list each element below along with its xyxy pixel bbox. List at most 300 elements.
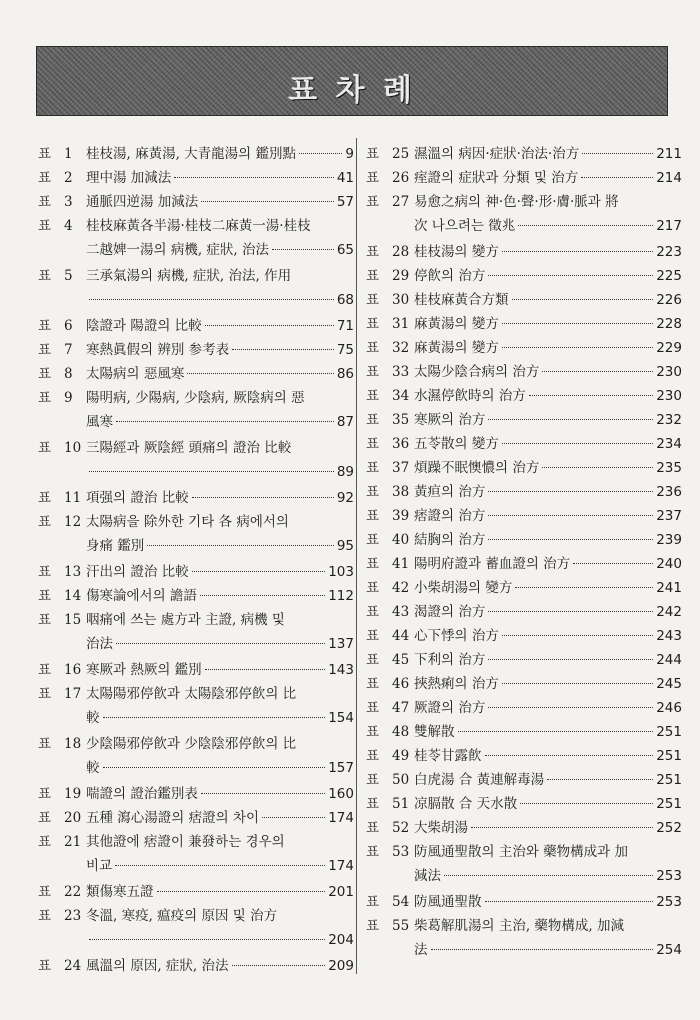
entry-title: 痓證의 症狀과 分類 및 治方: [414, 170, 579, 186]
toc-entry[interactable]: [38, 880, 354, 904]
toc-entry[interactable]: [366, 744, 682, 768]
toc-entry[interactable]: [366, 914, 682, 962]
toc-entry[interactable]: [366, 480, 682, 504]
entry-title: 雙解散: [414, 724, 455, 740]
entry-title: 理中湯 加減法: [86, 170, 172, 186]
table-label: 표: [366, 436, 380, 452]
toc-entry[interactable]: [366, 240, 682, 264]
table-label: 표: [366, 894, 380, 910]
table-label: 표: [366, 580, 380, 596]
leader-dots: [518, 225, 653, 226]
table-number: 49: [392, 748, 410, 764]
table-label: 표: [38, 366, 52, 382]
page-number: 223: [656, 244, 682, 260]
entry-title: 柴葛解肌湯의 主治, 藥物構成, 加減: [414, 918, 624, 934]
entry-title: 太陽病을 除外한 기타 各 病에서의: [86, 514, 289, 530]
leader-dots: [205, 669, 326, 670]
leader-dots: [581, 177, 653, 178]
table-number: 16: [64, 662, 82, 678]
table-number: 45: [392, 652, 410, 668]
page-number: 157: [328, 760, 354, 776]
page-number: 89: [336, 464, 354, 480]
toc-entry[interactable]: [366, 528, 682, 552]
leader-dots: [192, 571, 326, 572]
leader-dots: [147, 545, 334, 546]
toc-entry[interactable]: [366, 142, 682, 166]
table-label: 표: [38, 514, 52, 530]
page-number: 242: [656, 604, 682, 620]
page-number: 174: [328, 858, 354, 874]
table-label: 표: [366, 604, 380, 620]
toc-entry[interactable]: [38, 142, 354, 166]
leader-dots: [205, 325, 334, 326]
toc-entry[interactable]: [38, 682, 354, 730]
page-number: 230: [656, 388, 682, 404]
leader-dots: [458, 731, 654, 732]
leader-dots: [502, 443, 653, 444]
leader-dots: [488, 419, 653, 420]
toc-entry[interactable]: [366, 576, 682, 600]
leader-dots: [488, 707, 653, 708]
entry-title: 痞證의 治方: [414, 508, 486, 524]
entry-title: 麻黃湯의 變方: [414, 340, 499, 356]
entry-title: 少陰陽邪停飮과 少陰陰邪停飮의 比: [86, 736, 297, 752]
page-number: 251: [656, 772, 682, 788]
table-number: 47: [392, 700, 410, 716]
toc-entry[interactable]: [366, 552, 682, 576]
entry-title: 停飮의 治方: [414, 268, 486, 284]
table-number: 10: [64, 440, 82, 456]
table-number: 9: [64, 390, 73, 406]
entry-title: 防風通聖散의 主治와 藥物構成과 加: [414, 844, 628, 860]
table-number: 39: [392, 508, 410, 524]
toc-entry[interactable]: [38, 314, 354, 338]
page-number: 240: [656, 556, 682, 572]
entry-title: 麻黃湯의 變方: [414, 316, 499, 332]
page-number: 245: [656, 676, 682, 692]
toc-entry[interactable]: [366, 648, 682, 672]
toc-entry[interactable]: [366, 890, 682, 914]
page-number: 9: [345, 146, 354, 162]
entry-title: 下利의 治方: [414, 652, 486, 668]
toc-entry[interactable]: [366, 288, 682, 312]
toc-entry[interactable]: [38, 338, 354, 362]
page-number: 57: [336, 194, 354, 210]
page-number: 226: [656, 292, 682, 308]
entry-title: 其他證에 痞證이 兼發하는 경우의: [86, 834, 285, 850]
entry-title: 陽明府證과 蓄血證의 治方: [414, 556, 571, 572]
table-label: 표: [38, 686, 52, 702]
page-number: 251: [656, 796, 682, 812]
page-number: 253: [656, 868, 682, 884]
page-number: 87: [336, 414, 354, 430]
page-number: 251: [656, 724, 682, 740]
entry-title: 寒厥과 熱厥의 鑑別: [86, 662, 202, 678]
table-number: 31: [392, 316, 410, 332]
leader-dots: [502, 635, 653, 636]
entry-title: 項强의 證治 比較: [86, 490, 189, 506]
page-number: 253: [656, 894, 682, 910]
toc-entry[interactable]: [366, 768, 682, 792]
leader-dots: [582, 153, 653, 154]
leader-dots: [431, 949, 654, 950]
entry-title: 桂枝湯, 麻黃湯, 大青龍湯의 鑑別點: [86, 146, 296, 162]
table-number: 19: [64, 786, 82, 802]
page-number: 201: [328, 884, 354, 900]
entry-title: 咽痛에 쓰는 處方과 主證, 病機 및: [86, 612, 285, 628]
table-number: 33: [392, 364, 410, 380]
table-label: 표: [366, 412, 380, 428]
table-label: 표: [366, 194, 380, 210]
toc-entry[interactable]: [366, 384, 682, 408]
leader-dots: [89, 939, 325, 940]
table-label: 표: [366, 844, 380, 860]
entry-title: 傷寒論에서의 譫語: [86, 588, 197, 604]
table-number: 55: [392, 918, 410, 934]
table-number: 3: [64, 194, 73, 210]
toc-entry[interactable]: [366, 432, 682, 456]
entry-title: 寒厥의 治方: [414, 412, 486, 428]
entry-title: 喘證의 證治鑑別表: [86, 786, 198, 802]
leader-dots: [187, 373, 333, 374]
page-number: 137: [328, 636, 354, 652]
table-label: 표: [366, 748, 380, 764]
entry-title: 風溫의 原因, 症狀, 治法: [86, 958, 229, 974]
leader-dots: [488, 659, 653, 660]
toc-entry[interactable]: [38, 264, 354, 312]
entry-title: 桂枝湯의 變方: [414, 244, 499, 260]
leader-dots: [485, 901, 654, 902]
entry-title: 法: [414, 942, 428, 958]
page-number: 174: [328, 810, 354, 826]
entry-title: 凉膈散 合 天水散: [414, 796, 518, 812]
table-label: 표: [366, 340, 380, 356]
page-number: 243: [656, 628, 682, 644]
page-number: 211: [656, 146, 682, 162]
page-number: 217: [656, 218, 682, 234]
toc-entry[interactable]: [366, 624, 682, 648]
table-number: 14: [64, 588, 82, 604]
table-label: 표: [38, 342, 52, 358]
leader-dots: [272, 249, 334, 250]
toc-entry[interactable]: [38, 658, 354, 682]
entry-title: 五苓散의 變方: [414, 436, 499, 452]
leader-dots: [520, 803, 653, 804]
toc-entry[interactable]: [38, 608, 354, 656]
table-label: 표: [38, 390, 52, 406]
toc-entry[interactable]: [38, 362, 354, 386]
table-label: 표: [38, 612, 52, 628]
page-number: 244: [656, 652, 682, 668]
toc-entry[interactable]: [366, 840, 682, 888]
page-number: 225: [656, 268, 682, 284]
table-label: 표: [38, 218, 52, 234]
table-label: 표: [366, 676, 380, 692]
table-label: 표: [366, 244, 380, 260]
leader-dots: [488, 275, 653, 276]
table-number: 21: [64, 834, 82, 850]
entry-title: 桂枝麻黃合方類: [414, 292, 509, 308]
toc-entry[interactable]: [366, 816, 682, 840]
leader-dots: [485, 755, 654, 756]
leader-dots: [502, 347, 653, 348]
entry-title: 身痛 鑑別: [86, 538, 145, 554]
entry-title: 心下悸의 治方: [414, 628, 499, 644]
table-number: 43: [392, 604, 410, 620]
table-number: 6: [64, 318, 73, 334]
table-label: 표: [366, 170, 380, 186]
entry-title: 厥證의 治方: [414, 700, 486, 716]
table-label: 표: [366, 796, 380, 812]
entry-title: 挾熱痢의 治方: [414, 676, 499, 692]
entry-title: 太陽病의 惡風寒: [86, 366, 185, 382]
table-label: 표: [366, 388, 380, 404]
table-number: 53: [392, 844, 410, 860]
table-number: 37: [392, 460, 410, 476]
table-label: 표: [366, 652, 380, 668]
page-number: 214: [656, 170, 682, 186]
table-label: 표: [366, 820, 380, 836]
column-divider: [356, 138, 357, 974]
table-label: 표: [38, 564, 52, 580]
table-number: 40: [392, 532, 410, 548]
toc-entry[interactable]: [38, 584, 354, 608]
leader-dots: [502, 251, 653, 252]
leader-dots: [529, 395, 653, 396]
toc-entry[interactable]: [366, 672, 682, 696]
leader-dots: [547, 779, 653, 780]
leader-dots: [262, 817, 325, 818]
toc-entry[interactable]: [366, 360, 682, 384]
table-label: 표: [366, 532, 380, 548]
toc-entry[interactable]: [366, 504, 682, 528]
page-number: 239: [656, 532, 682, 548]
entry-title: 大柴胡湯: [414, 820, 468, 836]
table-number: 12: [64, 514, 82, 530]
table-label: 표: [38, 786, 52, 802]
leader-dots: [192, 497, 334, 498]
entry-title: 汗出의 證治 比較: [86, 564, 189, 580]
table-number: 8: [64, 366, 73, 382]
table-number: 34: [392, 388, 410, 404]
page-number: 252: [656, 820, 682, 836]
table-number: 13: [64, 564, 82, 580]
table-label: 표: [38, 318, 52, 334]
toc-entry[interactable]: [366, 456, 682, 480]
page-number: 95: [336, 538, 354, 554]
table-number: 27: [392, 194, 410, 210]
toc-entry[interactable]: [366, 190, 682, 238]
page-number: 68: [336, 292, 354, 308]
leader-dots: [157, 891, 326, 892]
table-label: 표: [366, 772, 380, 788]
table-label: 표: [366, 700, 380, 716]
entry-title: 黃疸의 治方: [414, 484, 486, 500]
entry-title: 風寒: [86, 414, 113, 430]
page-number: 41: [336, 170, 354, 186]
table-number: 24: [64, 958, 82, 974]
entry-title: 水濕停飮時의 治方: [414, 388, 526, 404]
page-number: 234: [656, 436, 682, 452]
leader-dots: [542, 467, 653, 468]
toc-entry[interactable]: [38, 214, 354, 262]
table-label: 표: [38, 834, 52, 850]
page-number: 237: [656, 508, 682, 524]
table-label: 표: [38, 662, 52, 678]
table-number: 4: [64, 218, 73, 234]
leader-dots: [89, 471, 334, 472]
table-label: 표: [366, 556, 380, 572]
page-number: 204: [328, 932, 354, 948]
leader-dots: [201, 201, 334, 202]
page-number: 75: [336, 342, 354, 358]
leader-dots: [512, 299, 654, 300]
toc-entry[interactable]: [38, 782, 354, 806]
leader-dots: [299, 153, 342, 154]
table-number: 54: [392, 894, 410, 910]
table-label: 표: [38, 440, 52, 456]
page-number: 241: [656, 580, 682, 596]
page-number: 251: [656, 748, 682, 764]
table-label: 표: [366, 146, 380, 162]
leader-dots: [502, 323, 653, 324]
table-number: 41: [392, 556, 410, 572]
table-number: 5: [64, 268, 73, 284]
page-number: 229: [656, 340, 682, 356]
leader-dots: [201, 793, 325, 794]
toc-entry[interactable]: [38, 560, 354, 584]
leader-dots: [488, 539, 653, 540]
entry-title: 三承氣湯의 病機, 症狀, 治法, 作用: [86, 268, 292, 284]
page-number: 209: [328, 958, 354, 974]
table-label: 표: [366, 364, 380, 380]
page-number: 143: [328, 662, 354, 678]
leader-dots: [89, 299, 334, 300]
table-label: 표: [366, 508, 380, 524]
toc-entry[interactable]: [38, 190, 354, 214]
page-number: 235: [656, 460, 682, 476]
entry-title: 陽明病, 少陽病, 少陰病, 厥陰病의 惡: [86, 390, 305, 406]
table-number: 7: [64, 342, 73, 358]
page-title: 표 차 례: [288, 73, 416, 108]
table-number: 22: [64, 884, 82, 900]
toc-entry[interactable]: [366, 792, 682, 816]
toc-entry[interactable]: [38, 732, 354, 780]
toc-entry[interactable]: [366, 696, 682, 720]
toc-entry[interactable]: [366, 336, 682, 360]
entry-title: 小柴胡湯의 變方: [414, 580, 513, 596]
leader-dots: [115, 865, 325, 866]
leader-dots: [103, 717, 326, 718]
entry-title: 陰證과 陽證의 比較: [86, 318, 202, 334]
entry-title: 較: [86, 760, 100, 776]
table-number: 29: [392, 268, 410, 284]
toc-entry[interactable]: [366, 720, 682, 744]
entry-title: 類傷寒五證: [86, 884, 154, 900]
page-number: 236: [656, 484, 682, 500]
table-label: 표: [38, 490, 52, 506]
entry-title: 防風通聖散: [414, 894, 482, 910]
toc-entry[interactable]: [366, 312, 682, 336]
page-number: 230: [656, 364, 682, 380]
leader-dots: [471, 827, 653, 828]
table-number: 44: [392, 628, 410, 644]
toc-entry[interactable]: [366, 600, 682, 624]
toc-entry[interactable]: [38, 486, 354, 510]
entry-title: 桂苓甘露飮: [414, 748, 482, 764]
table-label: 표: [38, 170, 52, 186]
table-number: 51: [392, 796, 410, 812]
table-label: 표: [366, 268, 380, 284]
table-label: 표: [38, 908, 52, 924]
table-label: 표: [38, 736, 52, 752]
table-number: 25: [392, 146, 410, 162]
toc-entry[interactable]: [38, 954, 354, 978]
entry-title: 五種 瀉心湯證의 痞證의 차이: [86, 810, 260, 826]
table-number: 20: [64, 810, 82, 826]
leader-dots: [488, 491, 653, 492]
page-number: 112: [328, 588, 354, 604]
leader-dots: [232, 349, 334, 350]
toc-entry[interactable]: [366, 166, 682, 190]
table-label: 표: [366, 292, 380, 308]
table-label: 표: [38, 588, 52, 604]
table-label: 표: [38, 146, 52, 162]
toc-entry[interactable]: [38, 904, 354, 952]
leader-dots: [232, 965, 326, 966]
page-number: 71: [336, 318, 354, 334]
toc-entry[interactable]: [38, 806, 354, 830]
toc-entry[interactable]: [38, 830, 354, 878]
table-label: 표: [366, 628, 380, 644]
table-number: 48: [392, 724, 410, 740]
table-label: 표: [38, 884, 52, 900]
leader-dots: [103, 767, 326, 768]
leader-dots: [502, 683, 653, 684]
table-number: 50: [392, 772, 410, 788]
toc-entry[interactable]: [366, 408, 682, 432]
toc-entry[interactable]: [38, 386, 354, 434]
entry-title: 桂枝麻黃各半湯·桂枝二麻黃一湯·桂枝: [86, 218, 311, 234]
entry-title: 비교: [86, 858, 113, 874]
table-number: 42: [392, 580, 410, 596]
table-number: 2: [64, 170, 73, 186]
toc-entry[interactable]: [366, 264, 682, 288]
toc-entry[interactable]: [38, 510, 354, 558]
leader-dots: [116, 643, 325, 644]
page-number: 228: [656, 316, 682, 332]
leader-dots: [174, 177, 334, 178]
table-number: 17: [64, 686, 82, 702]
leader-dots: [200, 595, 325, 596]
table-label: 표: [38, 810, 52, 826]
table-number: 32: [392, 340, 410, 356]
entry-title: 太陽少陰合病의 治方: [414, 364, 540, 380]
table-label: 표: [38, 958, 52, 974]
page-number: 154: [328, 710, 354, 726]
entry-title: 次 나으려는 徵兆: [414, 218, 516, 234]
leader-dots: [515, 587, 653, 588]
leader-dots: [488, 611, 653, 612]
entry-title: 太陽陽邪停飮과 太陽陰邪停飮의 比: [86, 686, 297, 702]
toc-entry[interactable]: [38, 166, 354, 190]
entry-title: 煩躁不眠懊憹의 治方: [414, 460, 540, 476]
entry-title: 冬溫, 寒疫, 瘟疫의 原因 및 治方: [86, 908, 278, 924]
entry-title: 三陽經과 厥陰經 頭痛의 證治 比較: [86, 440, 292, 456]
table-number: 35: [392, 412, 410, 428]
toc-entry[interactable]: [38, 436, 354, 484]
table-label: 표: [366, 918, 380, 934]
